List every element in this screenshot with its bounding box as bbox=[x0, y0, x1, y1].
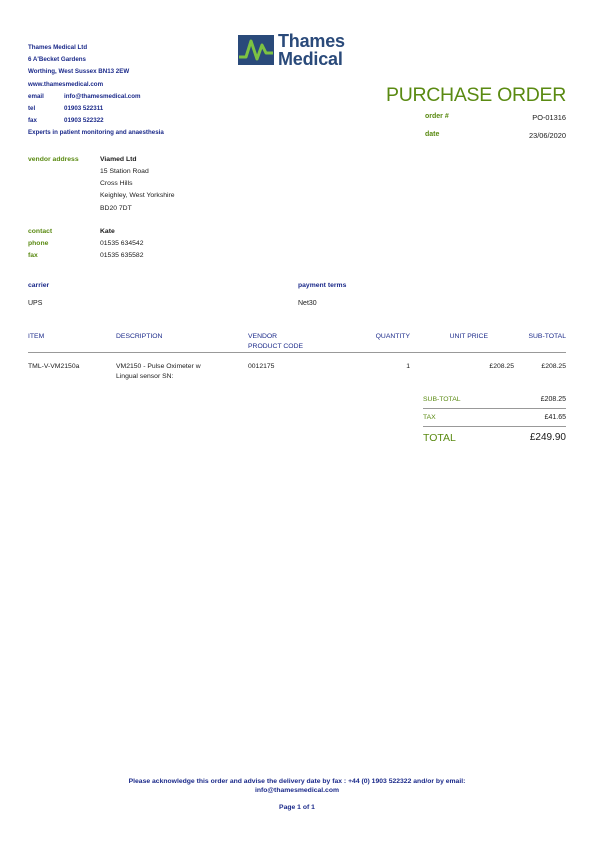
company-name: Thames Medical Ltd bbox=[28, 44, 88, 51]
column-header-quantity: QUANTITY bbox=[375, 333, 410, 340]
company-tagline: Experts in patient monitoring and anaesthesia bbox=[28, 129, 164, 137]
company-logo bbox=[238, 30, 363, 70]
carrier-value: UPS bbox=[28, 300, 43, 307]
column-header-subtotal: SUB-TOTAL bbox=[528, 333, 566, 340]
row-unit-price: £208.25 bbox=[489, 363, 514, 370]
column-header-unit-price: UNIT PRICE bbox=[449, 333, 488, 340]
tel-label: tel bbox=[28, 104, 36, 112]
company-website[interactable]: www.thamesmedical.com bbox=[28, 80, 104, 88]
vendor-address-line-1: 15 Station Road bbox=[100, 168, 149, 175]
vendor-fax-value: 01535 635582 bbox=[100, 252, 144, 259]
company-fax-row bbox=[28, 117, 258, 129]
row-quantity: 1 bbox=[406, 363, 410, 370]
table-header-divider bbox=[28, 352, 566, 353]
company-info bbox=[28, 44, 258, 142]
document-title: PURCHASE ORDER bbox=[386, 84, 566, 106]
company-tel: 01903 522311 bbox=[64, 104, 104, 112]
company-tel-row bbox=[28, 105, 258, 117]
phone-label: phone bbox=[28, 240, 49, 247]
date-value: 23/06/2020 bbox=[529, 131, 566, 140]
logo-text-medical: Medical bbox=[278, 49, 343, 69]
vendor-name: Viamed Ltd bbox=[100, 156, 137, 163]
logo-text-thames: Thames bbox=[278, 31, 345, 51]
carrier-label: carrier bbox=[28, 282, 50, 289]
vendor-fax-label: fax bbox=[28, 252, 38, 259]
order-number-value: PO-01316 bbox=[532, 113, 566, 122]
row-item: TML-V-VM2150a bbox=[28, 363, 80, 370]
column-header-vendor-code bbox=[248, 332, 303, 352]
company-address-2: Worthing, West Sussex BN13 2EW bbox=[28, 68, 130, 76]
tax-value: £41.65 bbox=[544, 414, 566, 421]
total-label: TOTAL bbox=[423, 432, 456, 444]
vendor-address-line-4: BD20 7DT bbox=[100, 205, 132, 212]
fax-label: fax bbox=[28, 117, 37, 125]
date-label: date bbox=[425, 131, 440, 138]
row-vendor-code: 0012175 bbox=[248, 363, 275, 370]
phone-value: 01535 634542 bbox=[100, 240, 144, 247]
footer-note bbox=[40, 778, 554, 794]
logo-mark-icon bbox=[238, 33, 274, 67]
subtotal-divider bbox=[423, 408, 566, 409]
footer-line-1: Please acknowledge this order and advise the delivery date by fax : +44 (0) 1903 522322 and/or by email: bbox=[128, 778, 466, 785]
row-subtotal: £208.25 bbox=[541, 363, 566, 370]
footer-email[interactable]: info@thamesmedical.com bbox=[254, 787, 340, 794]
contact-label: contact bbox=[28, 228, 53, 235]
vendor-address-line-2: Cross Hills bbox=[100, 180, 133, 187]
column-header-item: ITEM bbox=[28, 333, 45, 340]
contact-value: Kate bbox=[100, 228, 115, 235]
total-value: £249.90 bbox=[529, 432, 566, 443]
payment-terms-value: Net30 bbox=[298, 300, 317, 307]
vendor-address-label: vendor address bbox=[28, 156, 79, 163]
company-fax: 01903 522322 bbox=[64, 117, 104, 125]
row-description bbox=[116, 362, 201, 382]
column-header-vendor-code-line-1: VENDOR bbox=[248, 333, 278, 340]
tax-divider bbox=[423, 426, 566, 427]
order-number-label: order # bbox=[425, 113, 449, 120]
company-address-1: 6 A'Becket Gardens bbox=[28, 56, 86, 64]
page-number: Page 1 of 1 bbox=[279, 804, 315, 811]
row-description-line-2: Lingual sensor SN: bbox=[116, 373, 174, 380]
email-label: email bbox=[28, 92, 44, 100]
payment-terms-label: payment terms bbox=[298, 282, 347, 289]
column-header-description: DESCRIPTION bbox=[116, 333, 163, 340]
company-email[interactable]: info@thamesmedical.com bbox=[64, 92, 141, 100]
column-header-vendor-code-line-2: PRODUCT CODE bbox=[248, 343, 304, 350]
subtotal-value: £208.25 bbox=[540, 396, 566, 403]
tax-label: TAX bbox=[423, 414, 436, 421]
subtotal-label: SUB-TOTAL bbox=[423, 396, 461, 403]
row-description-line-1: VM2150 - Pulse Oximeter w bbox=[116, 363, 201, 370]
vendor-address-line-3: Keighley, West Yorkshire bbox=[100, 192, 175, 199]
company-email-row bbox=[28, 93, 258, 105]
